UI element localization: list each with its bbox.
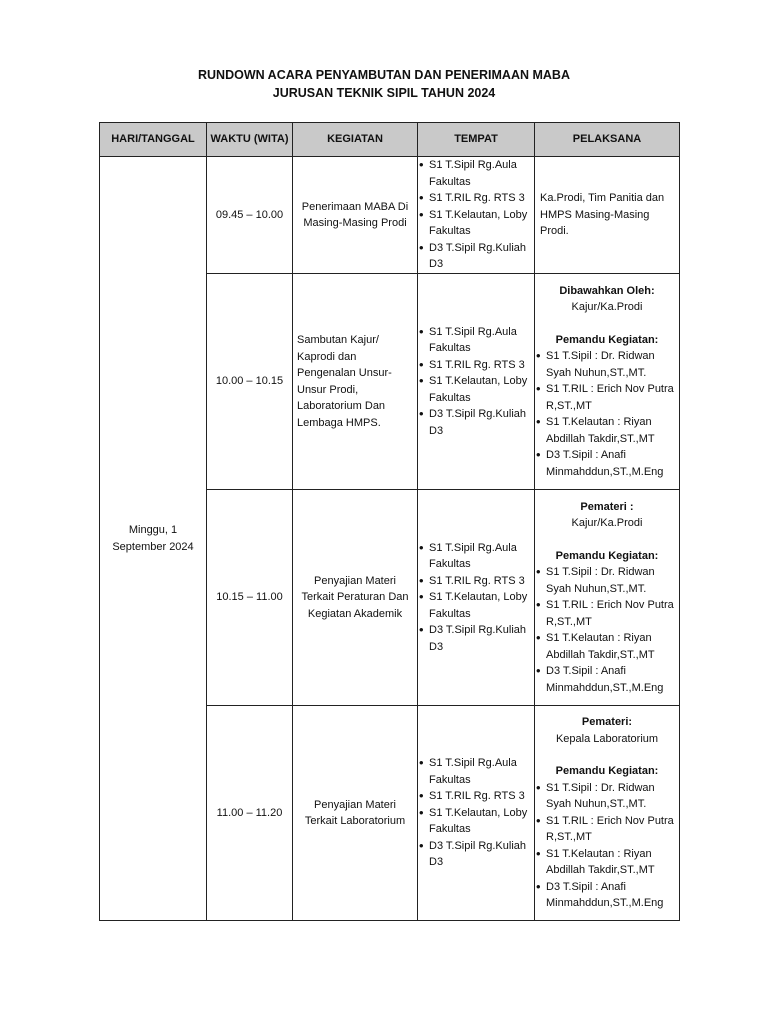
list-item: • S1 T.Sipil : Dr. Ridwan Syah Nuhun,ST.,MT. xyxy=(535,348,679,381)
list-item: • S1 T.RIL Rg. RTS 3 xyxy=(418,357,534,374)
header-row xyxy=(100,123,680,157)
guide-heading: Pemandu Kegiatan: xyxy=(555,765,659,778)
executor-heading: Pemateri : xyxy=(580,500,634,513)
place-list xyxy=(418,324,534,440)
list-item: • S1 T.RIL Rg. RTS 3 xyxy=(418,190,534,207)
list-item: • S1 T.RIL : Erich Nov Putra R,ST.,MT xyxy=(535,381,679,414)
executor-person: Kepala Laboratorium xyxy=(555,732,659,745)
executor-heading: Pemateri: xyxy=(581,716,633,729)
guide-heading: Pemandu Kegiatan: xyxy=(555,333,659,346)
guide-list xyxy=(535,348,679,480)
time-cell: 10.00 – 10.15 xyxy=(207,274,293,490)
list-item: • S1 T.Kelautan, Loby Fakultas xyxy=(418,805,534,838)
executor-heading: Dibawahkan Oleh: xyxy=(559,284,655,297)
list-item: • S1 T.RIL Rg. RTS 3 xyxy=(418,573,534,590)
spacer xyxy=(535,532,679,548)
guide-list xyxy=(535,564,679,696)
place-cell xyxy=(418,706,535,921)
place-cell xyxy=(418,490,535,706)
list-item: • D3 T.Sipil : Anafi Minmahddun,ST.,M.Eng xyxy=(535,663,679,696)
list-item: • S1 T.Sipil Rg.Aula Fakultas xyxy=(418,324,534,357)
title-line-1: RUNDOWN ACARA PENYAMBUTAN DAN PENERIMAAN MABA xyxy=(198,68,570,82)
table-row xyxy=(100,157,680,274)
executor-text: Ka.Prodi, Tim Panitia dan HMPS Masing-Masing Prodi. xyxy=(540,192,665,238)
list-item: • D3 T.Sipil Rg.Kuliah D3 xyxy=(418,838,534,871)
time-cell: 10.15 – 11.00 xyxy=(207,490,293,706)
list-item: • S1 T.Sipil Rg.Aula Fakultas xyxy=(418,540,534,573)
title-line-2: JURUSAN TEKNIK SIPIL TAHUN 2024 xyxy=(272,86,496,100)
list-item: • S1 T.Kelautan : Riyan Abdillah Takdir,ST.,MT xyxy=(535,630,679,663)
list-item: • S1 T.RIL Rg. RTS 3 xyxy=(418,788,534,805)
list-item: • S1 T.Kelautan : Riyan Abdillah Takdir,ST.,MT xyxy=(535,846,679,879)
list-item: • S1 T.Kelautan, Loby Fakultas xyxy=(418,373,534,406)
list-item: • S1 T.Sipil : Dr. Ridwan Syah Nuhun,ST.,MT. xyxy=(535,780,679,813)
executor-person: Kajur/Ka.Prodi xyxy=(571,301,643,314)
day-cell: Minggu, 1 September 2024 xyxy=(100,157,207,921)
list-item: • D3 T.Sipil Rg.Kuliah D3 xyxy=(418,622,534,655)
list-item: • S1 T.RIL : Erich Nov Putra R,ST.,MT xyxy=(535,597,679,630)
executor-cell xyxy=(535,274,680,490)
header-waktu: WAKTU (WITA) xyxy=(207,123,293,157)
list-item: • D3 T.Sipil : Anafi Minmahddun,ST.,M.Eng xyxy=(535,447,679,480)
executor-cell xyxy=(535,706,680,921)
header-kegiatan: KEGIATAN xyxy=(293,123,418,157)
list-item: • D3 T.Sipil : Anafi Minmahddun,ST.,M.Eng xyxy=(535,879,679,912)
time-cell: 09.45 – 10.00 xyxy=(207,157,293,274)
list-item: • S1 T.Kelautan, Loby Fakultas xyxy=(418,207,534,240)
place-list xyxy=(418,540,534,656)
executor-cell xyxy=(535,490,680,706)
place-cell xyxy=(418,157,535,274)
guide-list xyxy=(535,780,679,912)
executor-cell xyxy=(535,157,680,274)
place-cell xyxy=(418,274,535,490)
list-item: • S1 T.Kelautan : Riyan Abdillah Takdir,ST.,MT xyxy=(535,414,679,447)
header-hari-tanggal: HARI/TANGGAL xyxy=(100,123,207,157)
list-item: • S1 T.Sipil : Dr. Ridwan Syah Nuhun,ST.,MT. xyxy=(535,564,679,597)
time-cell: 11.00 – 11.20 xyxy=(207,706,293,921)
list-item: • S1 T.Sipil Rg.Aula Fakultas xyxy=(418,157,534,190)
activity-cell: Penerimaan MABA Di Masing-Masing Prodi xyxy=(293,157,418,274)
spacer xyxy=(535,316,679,332)
spacer xyxy=(535,747,679,763)
header-tempat: TEMPAT xyxy=(418,123,535,157)
list-item: • S1 T.Sipil Rg.Aula Fakultas xyxy=(418,755,534,788)
activity-cell: Penyajian Materi Terkait Laboratorium xyxy=(293,706,418,921)
guide-heading: Pemandu Kegiatan: xyxy=(555,549,659,562)
activity-cell: Sambutan Kajur/ Kaprodi dan Pengenalan Unsur-Unsur Prodi, Laboratorium Dan Lembaga HMPS. xyxy=(293,274,418,490)
list-item: • S1 T.RIL : Erich Nov Putra R,ST.,MT xyxy=(535,813,679,846)
place-list xyxy=(418,755,534,871)
activity-cell: Penyajian Materi Terkait Peraturan Dan Kegiatan Akademik xyxy=(293,490,418,706)
executor-person: Kajur/Ka.Prodi xyxy=(571,517,643,530)
list-item: • D3 T.Sipil Rg.Kuliah D3 xyxy=(418,406,534,439)
list-item: • D3 T.Sipil Rg.Kuliah D3 xyxy=(418,240,534,273)
rundown-table xyxy=(99,122,680,921)
header-pelaksana: PELAKSANA xyxy=(535,123,680,157)
list-item: • S1 T.Kelautan, Loby Fakultas xyxy=(418,589,534,622)
document-title xyxy=(0,66,768,102)
place-list xyxy=(418,157,534,273)
